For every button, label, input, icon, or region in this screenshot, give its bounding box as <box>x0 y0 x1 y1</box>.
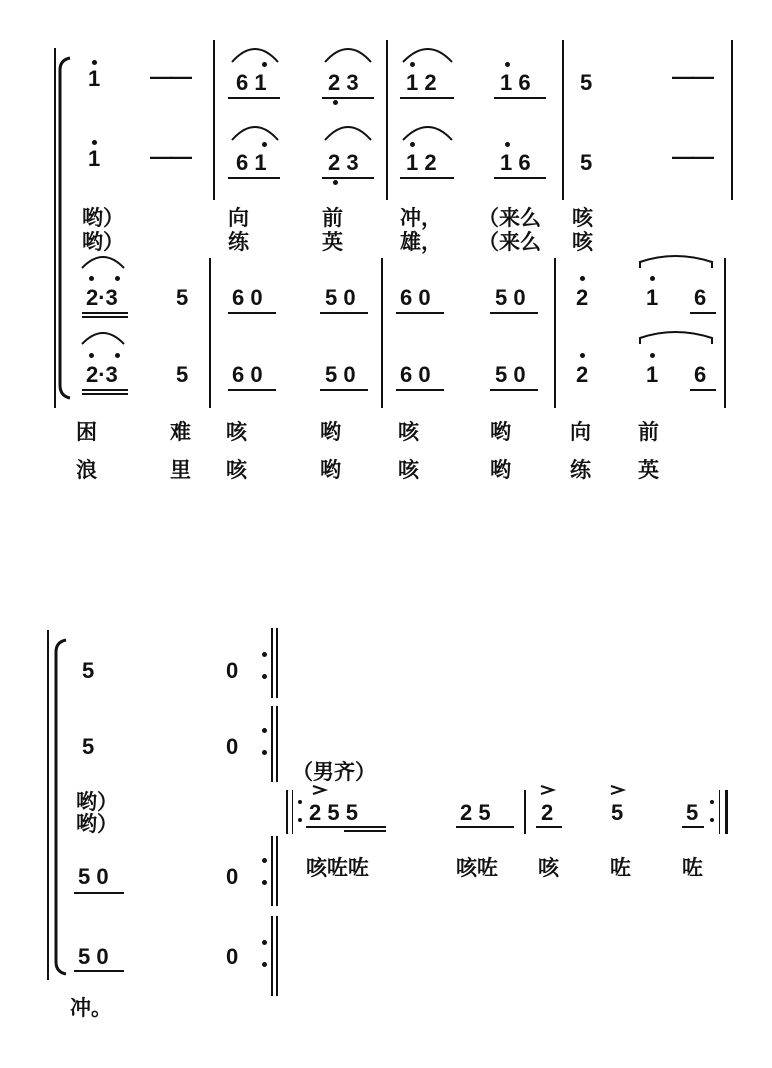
lyric: 哟 <box>490 420 511 444</box>
note: 5 <box>580 70 593 95</box>
lyric: （来么 <box>478 230 541 254</box>
lyric: 咳 <box>572 230 593 254</box>
lyric: 咳 <box>398 420 419 444</box>
note: 6 <box>694 362 707 387</box>
lyric: 哟） <box>76 790 118 814</box>
lyric: 向 <box>570 420 591 444</box>
lyric: 咳咗咗 <box>306 856 369 880</box>
note: 2·3 <box>86 362 118 387</box>
note: 1 <box>88 66 101 91</box>
lyric: 英 <box>322 230 343 254</box>
lyric: 英 <box>638 458 659 482</box>
note: 5 <box>82 734 95 759</box>
lyric: 冲。 <box>70 996 112 1020</box>
lyric: 哟） <box>82 230 124 254</box>
note: 5 <box>580 150 593 175</box>
note: 5 <box>611 800 624 825</box>
note: 5 <box>82 658 95 683</box>
note: 5 <box>176 285 189 310</box>
lyric: 哟 <box>320 420 341 444</box>
lyric: 哟） <box>82 206 124 230</box>
note: 1 <box>88 146 101 171</box>
note: 2 <box>576 285 589 310</box>
lyric: 雄， <box>400 230 442 254</box>
note: 2·3 <box>86 285 118 310</box>
lyric: 练 <box>570 458 591 482</box>
note: 5 <box>686 800 699 825</box>
lyric: 咗 <box>610 856 631 880</box>
dash: —— <box>672 64 712 89</box>
lyric: 哟） <box>76 812 118 836</box>
note: 5 0 <box>78 864 109 889</box>
note: 2 <box>541 800 554 825</box>
note: 5 0 <box>78 944 109 969</box>
note: 2 <box>576 362 589 387</box>
note: 2 5 5 <box>309 800 358 825</box>
lyric: 前 <box>638 420 659 444</box>
lyric: 冲， <box>400 206 442 230</box>
lyric: 练 <box>228 230 249 254</box>
dash: —— <box>150 64 190 89</box>
note: 6 0 <box>400 362 431 387</box>
note: 0 <box>226 734 239 759</box>
lyric: 咳 <box>226 420 247 444</box>
note: 0 <box>226 658 239 683</box>
note: 1 6 <box>500 70 531 95</box>
note: 5 0 <box>495 285 526 310</box>
note: 6 0 <box>400 285 431 310</box>
note: 2 3 <box>328 150 359 175</box>
note: 0 <box>226 944 239 969</box>
lyric: 咳 <box>538 856 559 880</box>
lyric: 向 <box>228 206 249 230</box>
note: 5 <box>176 362 189 387</box>
section-label: （男齐） <box>292 760 376 784</box>
dash: —— <box>150 144 190 169</box>
note: 1 2 <box>406 70 437 95</box>
lyric: 困 <box>76 420 97 444</box>
note: 6 <box>694 285 707 310</box>
note: 5 0 <box>495 362 526 387</box>
note: 2 5 <box>460 800 491 825</box>
lyric: 咗 <box>682 856 703 880</box>
lyric: 咳咗 <box>456 856 498 880</box>
lyric: 哟 <box>490 458 511 482</box>
note: 5 0 <box>325 362 356 387</box>
dash: —— <box>672 144 712 169</box>
lyric: 难 <box>170 420 191 444</box>
lyric: 咳 <box>226 458 247 482</box>
note: 6 0 <box>232 362 263 387</box>
lyric: 咳 <box>572 206 593 230</box>
note: 1 <box>646 362 659 387</box>
lyric: 咳 <box>398 458 419 482</box>
note: 0 <box>226 864 239 889</box>
lyric: 浪 <box>76 458 97 482</box>
note: 1 <box>646 285 659 310</box>
lyric: （来么 <box>478 206 541 230</box>
note: 6 0 <box>232 285 263 310</box>
note: 1 2 <box>406 150 437 175</box>
note: 1 6 <box>500 150 531 175</box>
note: 5 0 <box>325 285 356 310</box>
lyric: 前 <box>322 206 343 230</box>
lyric: 哟 <box>320 458 341 482</box>
lyric: 里 <box>170 458 191 482</box>
note: 2 3 <box>328 70 359 95</box>
note: 6 1 <box>236 150 267 175</box>
note: 6 1 <box>236 70 267 95</box>
